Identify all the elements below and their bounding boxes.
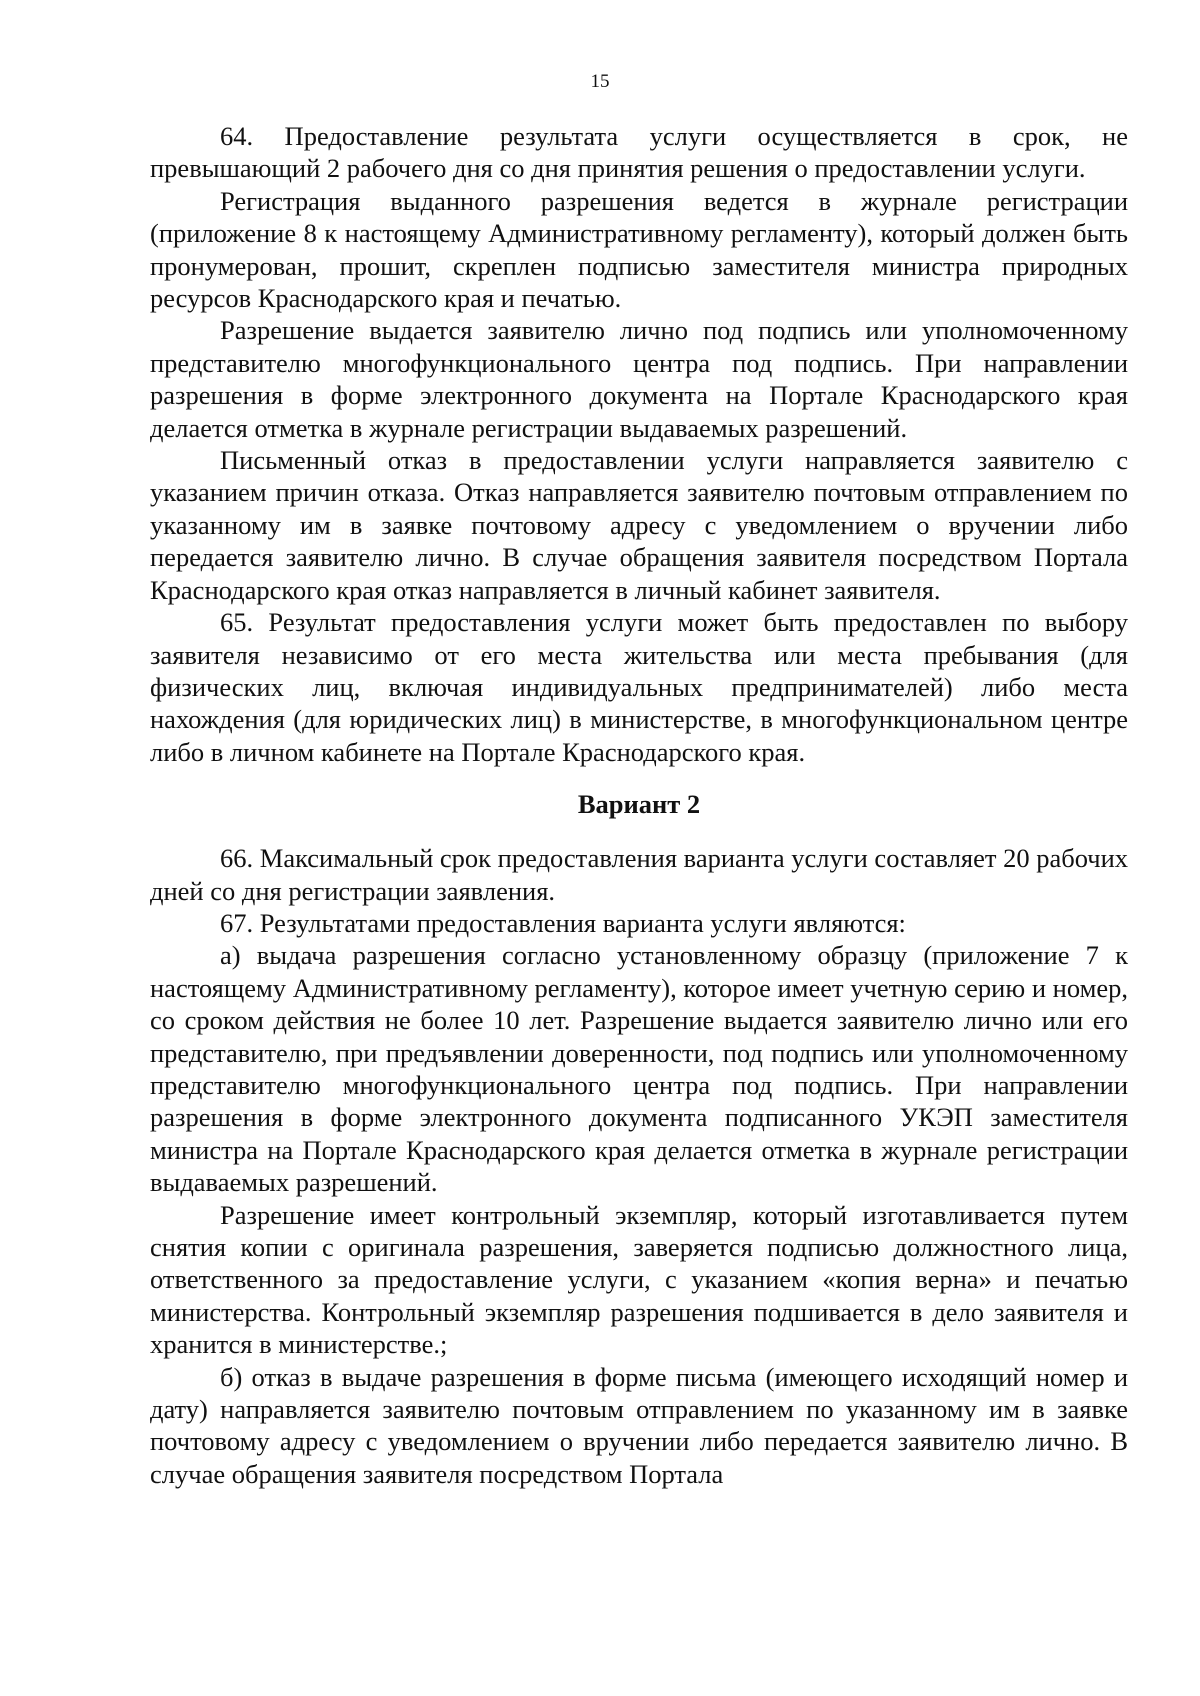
paragraph-66: 66. Максимальный срок предоставления варианта услуги составляет 20 рабочих дней со дня регистрации заявления. (150, 843, 1129, 906)
paragraph-65: 65. Результат предоставления услуги может быть предоставлен по выбору заявителя независимо от его места жительства или места пребывания (для физических лиц, включая индивидуальных предпринимателей) либо места нахождения (для юридических лиц) в министерстве, в многофункциональном центре либо в личном кабинете на Портале Краснодарского края. (150, 607, 1128, 767)
paragraph-item-b: б) отказ в выдаче разрешения в форме письма (имеющего исходящий номер и дату) направляется заявителю почтовым отправлением по указанному им в заявке почтовому адресу с уведомлением о вручении либо передается заявителю лично. В случае обращения заявителя посредством Портала (150, 1361, 1128, 1489)
paragraph-item-a: а) выдача разрешения согласно установленному образцу (приложение 7 к настоящему Административному регламенту), которое имеет учетную серию и номер, со сроком действия не более 10 лет. Разрешение выдается заявителю лично или его представителю, при предъявлении доверенности, под подпись или уполномоченному представителю многофункционального центра под подпись. При направлении разрешения в форме электронного документа подписанного УКЭП заместителя министра на Портале Краснодарского края делается отметка в журнале регистрации выдаваемых разрешений. (150, 940, 1128, 1198)
paragraph-64: 64. Предоставление результата услуги осуществляется в срок, не превышающий 2 рабочего дня со дня принятия решения о предоставлении услуги. (150, 121, 1128, 184)
document-body (150, 120, 1128, 1490)
paragraph-refusal: Письменный отказ в предоставлении услуги направляется заявителю с указанием причин отказа. Отказ направляется заявителю почтовым отправлением по указанному им в заявке почтовому адресу с уведомлением о вручении либо передается заявителю лично. В случае обращения заявителя посредством Портала Краснодарского края отказ направляется в личный кабинет заявителя. (150, 445, 1128, 605)
paragraph-issuance: Разрешение выдается заявителю лично под подпись или уполномоченному представителю многофункционального центра под подпись. При направлении разрешения в форме электронного документа на Портале Краснодарского края делается отметка в журнале регистрации выдаваемых разрешений. (150, 315, 1128, 443)
paragraph-registration: Регистрация выданного разрешения ведется в журнале регистрации (приложение 8 к настоящему Административному регламенту), который должен быть пронумерован, прошит, скреплен подписью заместителя министра природных ресурсов Краснодарского края и печатью. (150, 185, 1128, 314)
paragraph-67: 67. Результатами предоставления варианта услуги являются: (220, 907, 906, 938)
section-heading: Вариант 2 (577, 789, 701, 820)
paragraph-control-copy: Разрешение имеет контрольный экземпляр, который изготавливается путем снятия копии с оригинала разрешения, заверяется подписью должностного лица, ответственного за предоставление услуги, с указанием «копия верна» и печатью министерства. Контрольный экземпляр разрешения подшивается в дело заявителя и хранится в министерстве.; (150, 1199, 1128, 1360)
page-number: 15 (590, 71, 610, 92)
